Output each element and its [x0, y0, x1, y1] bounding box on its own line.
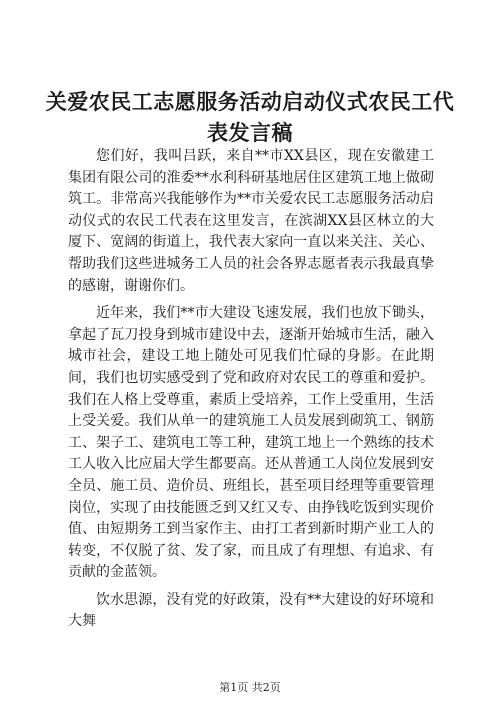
document-body: [68, 146, 434, 639]
document-title: 关爱农民工志愿服务活动启动仪式农民工代表发言稿: [45, 89, 455, 145]
paragraph-3: 饮水思源，没有党的好政策，没有**大建设的好环境和大舞: [68, 591, 434, 630]
paragraph-1: 您们好，我叫吕跃，来自**市XX县区，现在安徽建工集团有限公司的淮委**水利科研基地居住区建筑工地上做砌筑工。非常高兴我能够作为**市关爱农民工志愿服务活动启动仪式的农民工代表在这里发言，在滨湖XX县区林立的大厦下、宽阔的街道上，我代表大家向一直以来关注、关心、帮助我们这些进城务工人员的社会各界志愿者表示我最真挚的感谢，谢谢你们。: [68, 148, 434, 294]
paragraph-2: 近年来，我们**市大建设飞速发展，我们也放下锄头，拿起了瓦刀投身到城市建设中去，逐渐开始城市生活，融入城市社会，建设工地上随处可见我们忙碌的身影。在此期间，我们也切实感受到了党和政府对农民工的尊重和爱护。我们在人格上受尊重，素质上受培养，工作上受重用，生活上受关爱。我们从单一的建筑施工人员发展到砌筑工、钢筋工、架子工、建筑电工等工种，建筑工地上一个熟练的技术工人收入比应届大学生都要高。还从普通工人岗位发展到安全员、施工员、造价员、班组长，甚至项目经理等重要管理岗位，实现了由技能匮乏到又红又专、由挣钱吃饭到实现价值、由短期务工到当家作主、由打工者到新时期产业工人的转变，不仅脱了贫、发了家，而且成了有理想、有追求、有贡献的金蓝领。: [68, 305, 434, 581]
page-number: 第1页 共2页: [219, 681, 281, 694]
